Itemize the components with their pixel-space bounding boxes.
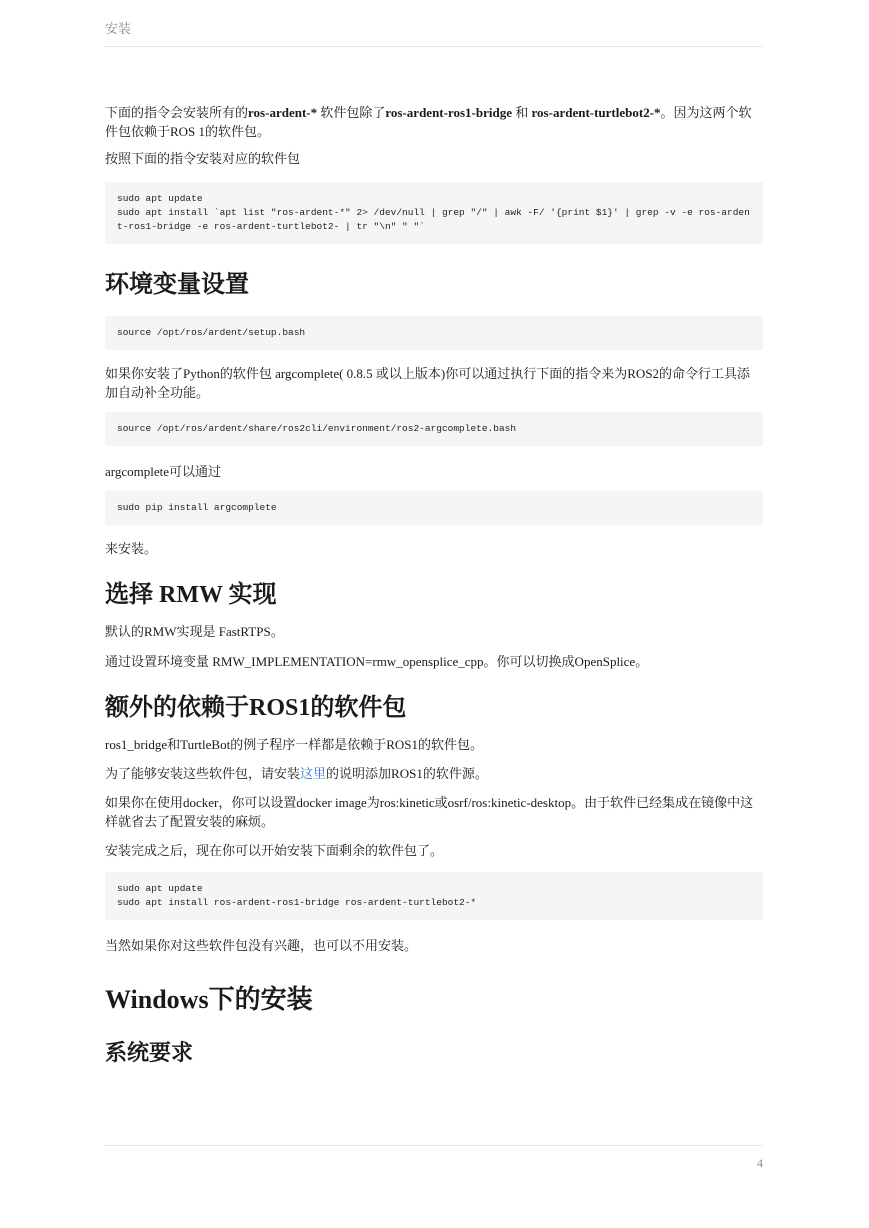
page-footer: [105, 1145, 763, 1171]
ros1-paragraph-4: 安装完成之后，现在你可以开始安装下面剩余的软件包了。: [105, 843, 444, 858]
intro-text-c: 软件包除了: [317, 105, 386, 120]
rmw-paragraph-1: 默认的RMW实现是 FastRTPS。: [105, 624, 284, 639]
ros1-paragraph-1: ros1_bridge和TurtleBot的例子程序一样都是依赖于ROS1的软件包。: [105, 737, 483, 752]
intro-package-all: ros-ardent-*: [248, 105, 318, 120]
heading-rmw: 选择 RMW 实现: [105, 582, 277, 608]
page-header: [105, 18, 763, 47]
intro-text-g: 。因为这两个软件包依赖于ROS 1的软件包。: [105, 105, 752, 139]
intro-paragraph-1: [105, 103, 763, 141]
code-block-pip-install: sudo pip install argcomplete: [105, 491, 763, 525]
intro-text-a: 下面的指令会安装所有的: [105, 105, 249, 120]
ros1-paragraph-2: [105, 764, 763, 783]
heading-env: 环境变量设置: [105, 272, 249, 298]
intro-text-e: 和: [512, 105, 532, 120]
heading-system-requirements: 系统要求: [105, 1040, 194, 1065]
code-block-setup: source /opt/ros/ardent/setup.bash: [105, 316, 763, 350]
ros1-p2-text-b: 的说明添加ROS1的软件源。: [326, 766, 488, 781]
ros1-source-link[interactable]: 这里: [300, 766, 327, 781]
ros1-paragraph-5: 当然如果你对这些软件包没有兴趣，也可以不用安装。: [105, 938, 418, 953]
code-block-argcomplete-source: source /opt/ros/ardent/share/ros2cli/environment/ros2-argcomplete.bash: [105, 412, 763, 446]
intro-package-turtlebot: ros-ardent-turtlebot2-*: [531, 105, 661, 120]
env-paragraph-3: 来安装。: [105, 541, 158, 556]
code-block-install: sudo apt update sudo apt install `apt list "ros-ardent-*" 2> /dev/null | grep "/" | awk -F/ '{print $1}' | grep -v -e ros-ardent-ros1-bridge -e ros-ardent-turtlebot2- | tr "\n" " "`: [105, 182, 763, 244]
ros1-p2-text-a: 为了能够安装这些软件包，请安装: [105, 766, 301, 781]
heading-windows: Windows下的安装: [105, 985, 313, 1014]
header-title: 安装: [105, 22, 132, 37]
ros1-paragraph-3: 如果你在使用docker，你可以设置docker image为ros:kinetic或osrf/ros:kinetic-desktop。由于软件已经集成在镜像中这样就省去了配置安装的麻烦。: [105, 795, 754, 829]
document-body: [105, 103, 763, 1077]
env-paragraph-2: argcomplete可以通过: [105, 464, 222, 479]
rmw-paragraph-2: 通过设置环境变量 RMW_IMPLEMENTATION=rmw_opensplice_cpp。你可以切换成OpenSplice。: [105, 654, 649, 669]
code-block-ros1-install: sudo apt update sudo apt install ros-ardent-ros1-bridge ros-ardent-turtlebot2-*: [105, 872, 763, 920]
heading-ros1: 额外的依赖于ROS1的软件包: [105, 695, 407, 721]
intro-paragraph-2: 按照下面的指令安装对应的软件包: [105, 151, 301, 166]
env-paragraph-1: 如果你安装了Python的软件包 argcomplete( 0.8.5 或以上版本)你可以通过执行下面的指令来为ROS2的命令行工具添加自动补全功能。: [105, 366, 751, 400]
intro-package-bridge: ros-ardent-ros1-bridge: [385, 105, 512, 120]
page-number: 4: [757, 1156, 763, 1170]
